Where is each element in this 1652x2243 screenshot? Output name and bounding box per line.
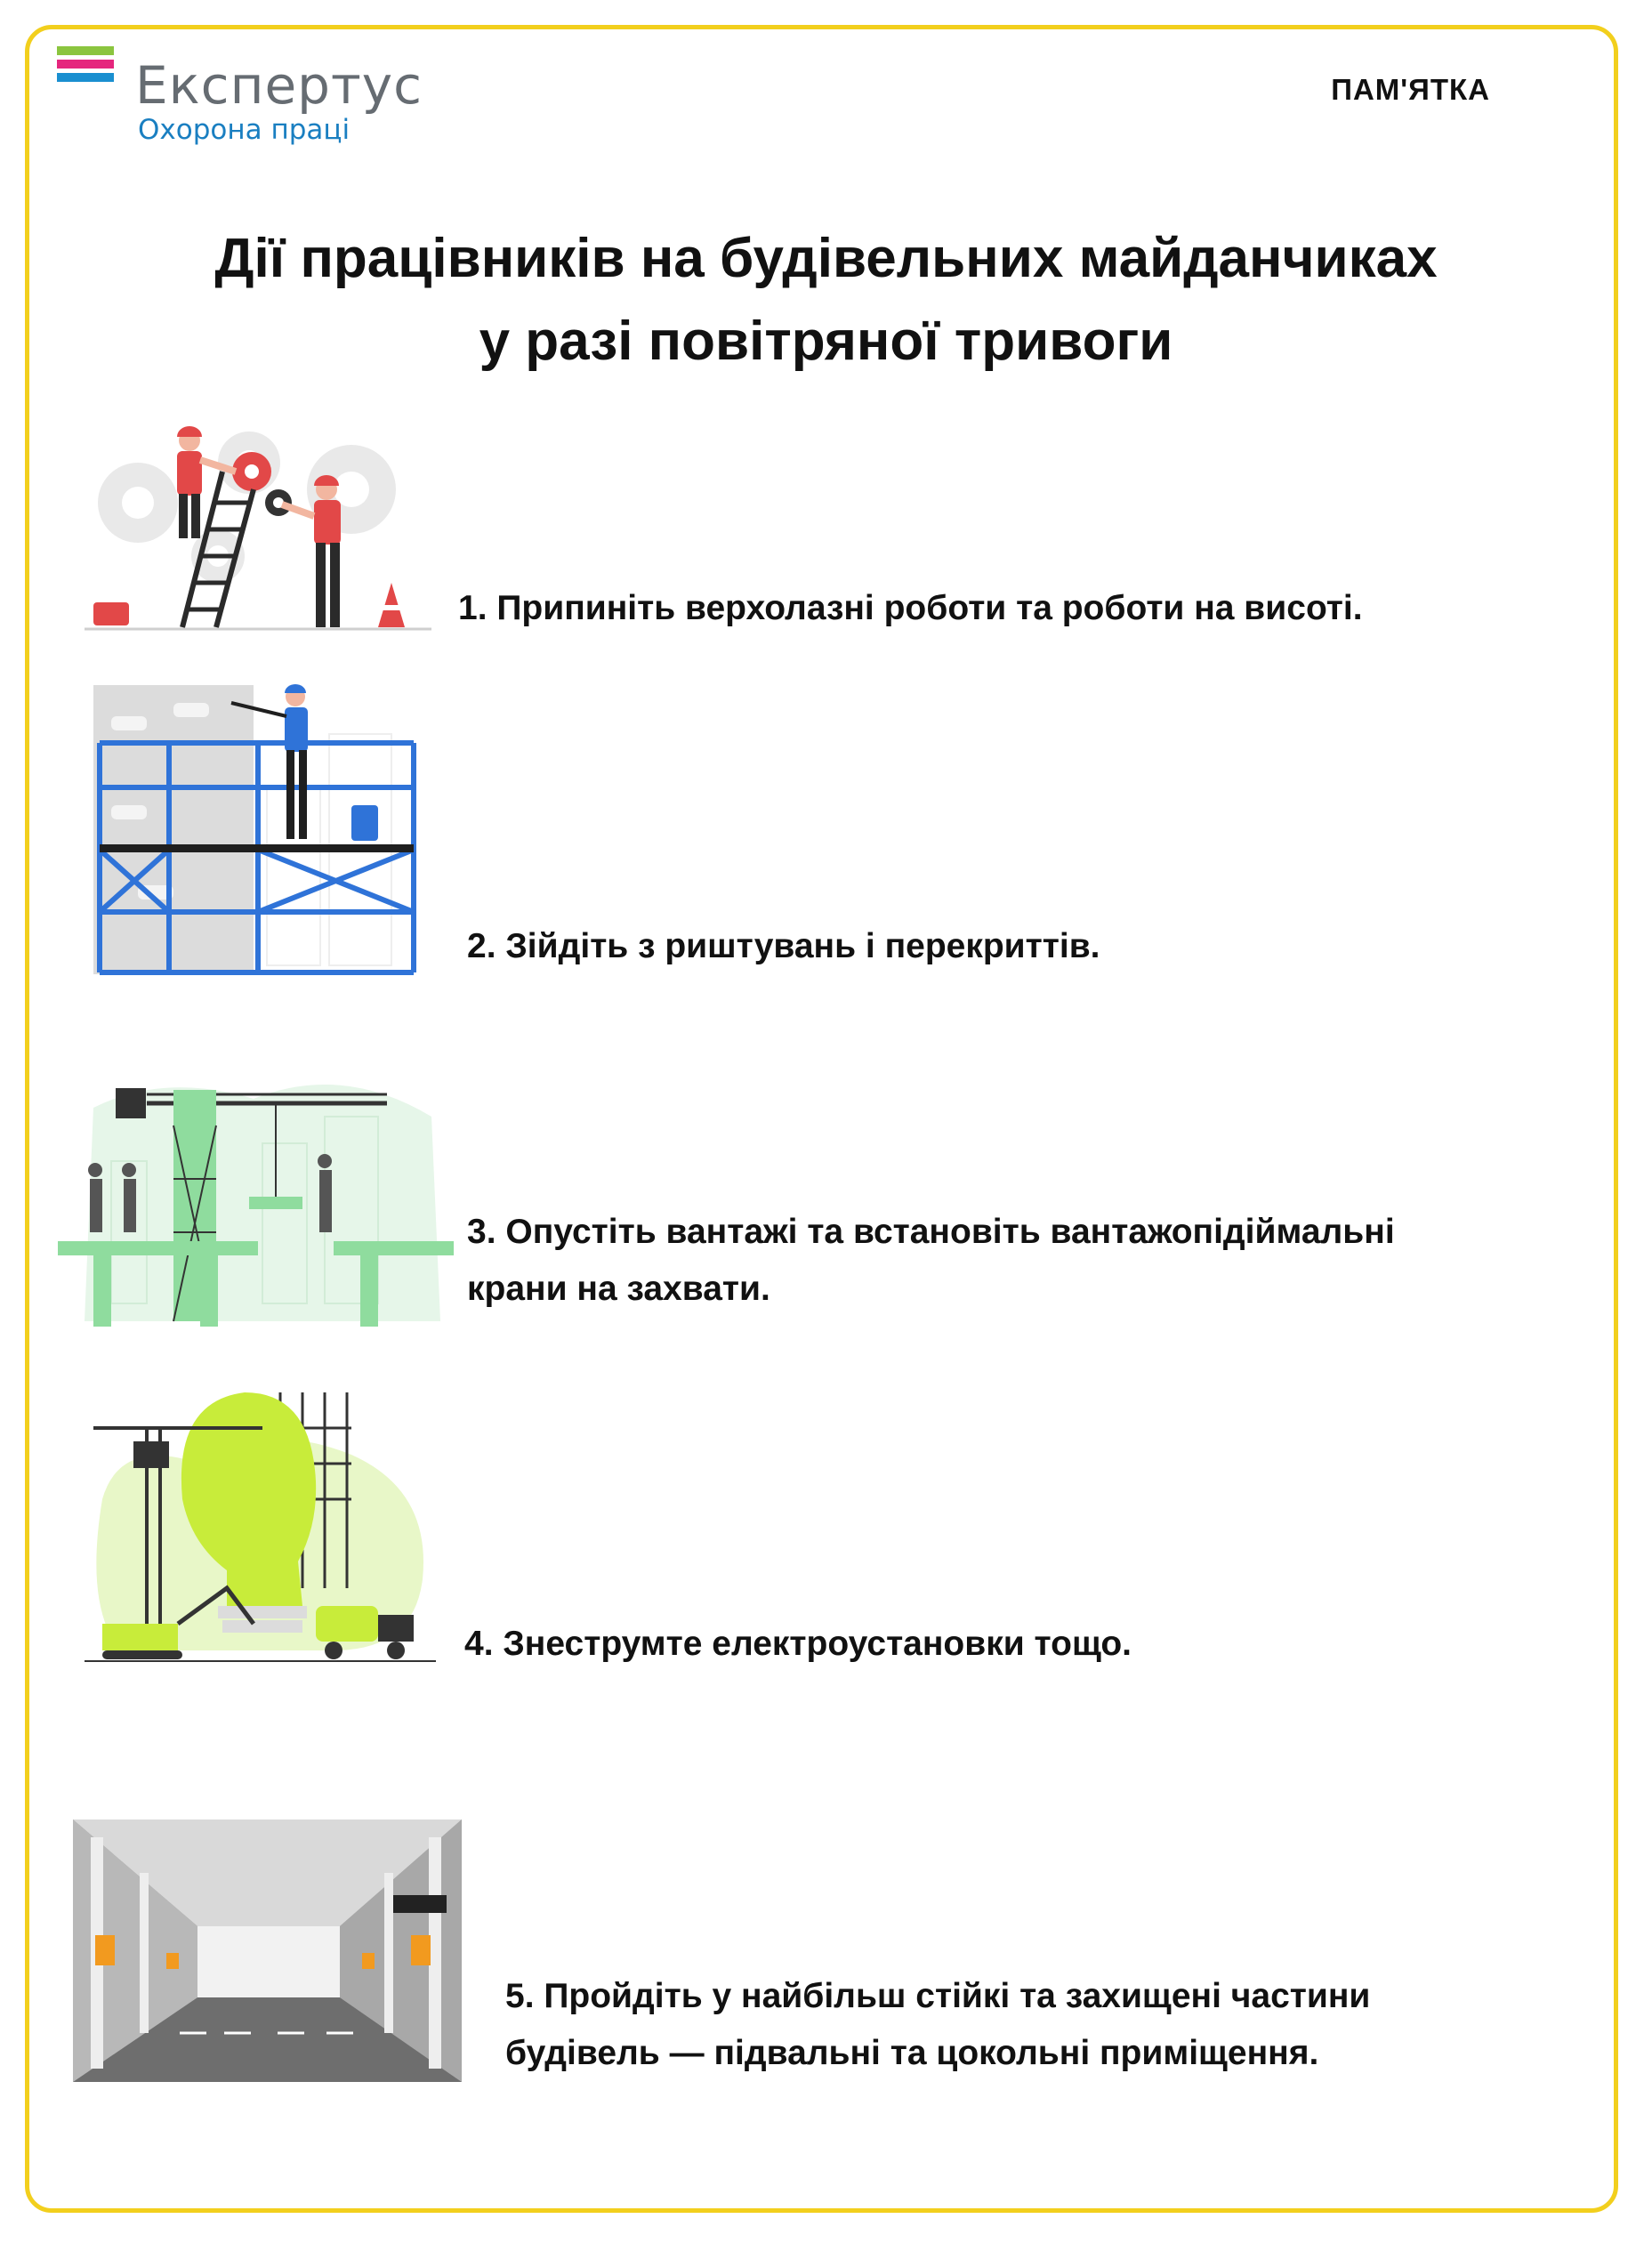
- page-title: [0, 217, 1652, 383]
- workers-ladder-gears-icon: [85, 405, 431, 632]
- step-5: [505, 1968, 1370, 2082]
- step-2: [467, 918, 1100, 975]
- scaffolding-worker-icon: [89, 681, 436, 979]
- document-type-label: ПАМ'ЯТКА: [1331, 73, 1490, 106]
- step-5-text-line-1: 5. Пройдіть у найбільш стійкі та захищені частини: [505, 1977, 1371, 2015]
- step-3: [467, 1204, 1395, 1318]
- tower-crane-load-icon: [58, 1054, 454, 1330]
- title-line-1: Дії працівників на будівельних майданчиках: [214, 228, 1438, 289]
- brand-name: Експертус: [135, 55, 423, 116]
- step-2-text: 2. Зійдіть з риштувань і перекриттів.: [467, 927, 1100, 965]
- lightbulb-construction-icon: [85, 1384, 436, 1673]
- step-4-text: 4. Знеструмте електроустановки тощо.: [464, 1625, 1132, 1663]
- basement-parking-photo: [73, 1819, 462, 2082]
- step-5-text-line-2: будівель — підвальні та цокольні приміщення.: [505, 2034, 1319, 2072]
- step-3-text-line-2: крани на захвати.: [467, 1270, 770, 1308]
- brand-subtitle: Охорона праці: [138, 114, 351, 146]
- step-4: [464, 1616, 1132, 1673]
- step-3-text-line-1: 3. Опустіть вантажі та встановіть вантажопідіймальні: [467, 1213, 1395, 1251]
- step-1: [458, 580, 1363, 637]
- step-1-text: 1. Припиніть верхолазні роботи та роботи на висоті.: [458, 589, 1363, 627]
- logo-icon: [57, 46, 114, 86]
- title-line-2: у разі повітряної тривоги: [479, 311, 1173, 372]
